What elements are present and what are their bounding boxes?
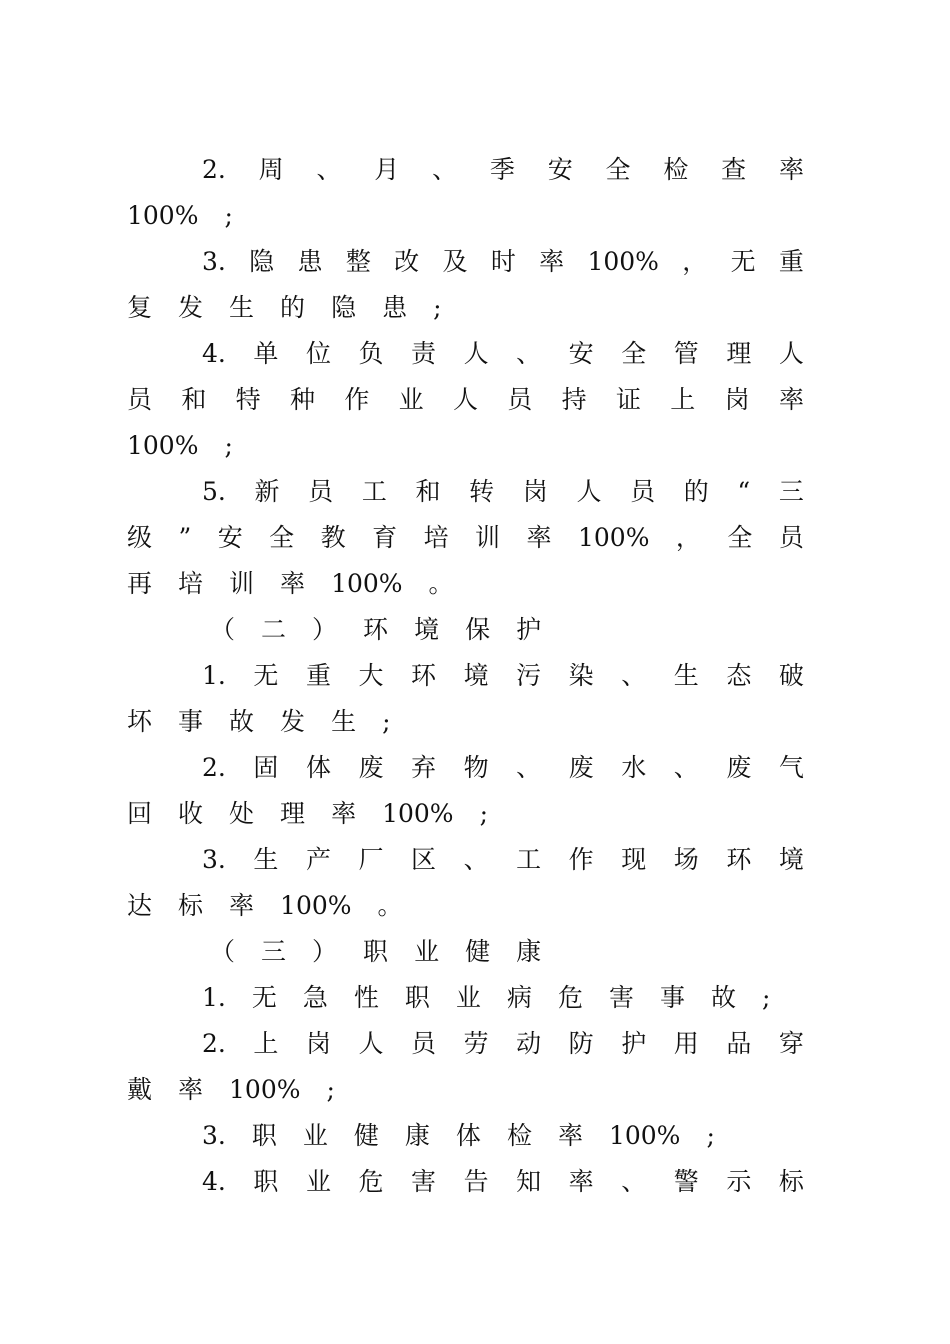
text-token: 急	[302, 983, 328, 1012]
text-token: ;	[382, 707, 391, 736]
text-token: 害	[608, 983, 634, 1012]
text-token: 单	[253, 339, 279, 368]
text-token: 病	[506, 983, 532, 1012]
text-token: 员	[507, 385, 533, 414]
text-token: 3.	[202, 247, 226, 276]
text-token: 率	[557, 1121, 583, 1150]
text-token: 生	[253, 845, 279, 874]
text-token: 100%	[280, 891, 352, 920]
text-token: 生	[331, 707, 357, 736]
text-token: 4.	[202, 1167, 226, 1196]
text-token: “	[737, 477, 751, 506]
text-line	[202, 978, 804, 1018]
text-token: 再	[127, 569, 153, 598]
text-token: 破	[778, 661, 804, 690]
text-token: 安	[217, 523, 243, 552]
text-token: 工	[361, 477, 387, 506]
text-token: 标	[178, 891, 204, 920]
text-token: 季	[489, 155, 515, 184]
text-line	[202, 1024, 804, 1064]
text-line	[202, 334, 804, 374]
text-line	[127, 380, 804, 420]
text-token: 业	[302, 1121, 328, 1150]
text-line	[210, 932, 541, 972]
text-token: 员	[308, 477, 334, 506]
text-token: ）	[312, 937, 338, 966]
text-token: 管	[673, 339, 699, 368]
text-token: 康	[516, 937, 542, 966]
text-token: 事	[659, 983, 685, 1012]
text-token: 岗	[305, 1029, 331, 1058]
text-token: 全	[621, 339, 647, 368]
text-token: 戴	[127, 1075, 153, 1104]
text-token: 区	[411, 845, 437, 874]
text-token: 上	[670, 385, 696, 414]
text-token: 周	[258, 155, 284, 184]
text-token: 无	[253, 661, 279, 690]
text-line	[202, 748, 804, 788]
text-token: 训	[475, 523, 501, 552]
text-token: 无	[251, 983, 277, 1012]
text-token: （	[210, 615, 236, 644]
text-token: 境	[778, 845, 804, 874]
text-token: 率	[331, 799, 357, 828]
text-token: 护	[621, 1029, 647, 1058]
text-token: 患	[382, 293, 408, 322]
text-token: 员	[630, 477, 656, 506]
text-token: 2.	[202, 155, 226, 184]
text-token: 大	[358, 661, 384, 690]
text-token: ，	[682, 247, 708, 276]
text-token: 整	[345, 247, 371, 276]
text-token: 业	[305, 1167, 331, 1196]
text-token: 业	[455, 983, 481, 1012]
text-token: 率	[229, 891, 255, 920]
text-line	[202, 242, 804, 282]
text-token: 种	[289, 385, 315, 414]
text-token: 全	[269, 523, 295, 552]
text-token: 固	[253, 753, 279, 782]
text-token: 标	[778, 1167, 804, 1196]
text-token: 患	[297, 247, 323, 276]
text-token: 100%	[127, 201, 199, 230]
text-token: 护	[516, 615, 542, 644]
text-token: 率	[778, 155, 804, 184]
text-token: 安	[547, 155, 573, 184]
text-token: ;	[326, 1075, 335, 1104]
text-token: 穿	[778, 1029, 804, 1058]
text-token: 安	[568, 339, 594, 368]
text-line	[127, 564, 804, 604]
text-token: 、	[516, 753, 542, 782]
text-token: 负	[358, 339, 384, 368]
text-line	[127, 426, 804, 466]
text-token: 2.	[202, 1029, 226, 1058]
text-line	[202, 840, 804, 880]
text-token: 境	[414, 615, 440, 644]
text-token: 品	[726, 1029, 752, 1058]
text-token: 人	[463, 339, 489, 368]
text-token: 100%	[577, 523, 650, 552]
text-token: 告	[463, 1167, 489, 1196]
text-token: 物	[463, 753, 489, 782]
text-token: 废	[726, 753, 752, 782]
text-line	[127, 794, 804, 834]
text-token: 故	[229, 707, 255, 736]
text-token: 率	[778, 385, 804, 414]
text-token: 3.	[202, 845, 226, 874]
text-token: 气	[778, 753, 804, 782]
text-token: 无	[730, 247, 756, 276]
text-token: 现	[621, 845, 647, 874]
text-token: ，	[675, 523, 701, 552]
text-token: 。	[428, 569, 454, 598]
text-token: 全	[727, 523, 753, 552]
text-token: 环	[363, 615, 389, 644]
text-token: 职	[404, 983, 430, 1012]
text-token: 性	[353, 983, 379, 1012]
text-token: 、	[621, 661, 647, 690]
text-line	[127, 196, 804, 236]
text-token: 率	[526, 523, 552, 552]
text-token: 水	[621, 753, 647, 782]
text-token: 故	[711, 983, 737, 1012]
text-token: 发	[280, 707, 306, 736]
text-line	[127, 702, 804, 742]
text-token: 健	[465, 937, 491, 966]
text-token: 二	[261, 615, 287, 644]
text-token: 作	[568, 845, 594, 874]
text-token: 作	[344, 385, 370, 414]
text-token: 改	[394, 247, 420, 276]
text-token: 转	[469, 477, 495, 506]
text-token: 检	[506, 1121, 532, 1150]
text-token: ）	[312, 615, 338, 644]
text-token: 处	[229, 799, 255, 828]
text-token: 员	[411, 1029, 437, 1058]
text-token: 体	[305, 753, 331, 782]
text-token: 产	[305, 845, 331, 874]
text-token: 健	[353, 1121, 379, 1150]
text-token: 境	[463, 661, 489, 690]
text-token: 防	[568, 1029, 594, 1058]
text-token: 人	[358, 1029, 384, 1058]
text-token: 全	[605, 155, 631, 184]
text-token: 、	[316, 155, 342, 184]
text-token: 培	[178, 569, 204, 598]
text-token: 场	[673, 845, 699, 874]
text-token: 废	[358, 753, 384, 782]
text-token: ”	[178, 523, 192, 552]
text-token: 检	[663, 155, 689, 184]
text-token: 体	[455, 1121, 481, 1150]
text-token: 职	[253, 1167, 279, 1196]
text-token: 。	[377, 891, 403, 920]
text-token: 和	[181, 385, 207, 414]
text-token: 、	[516, 339, 542, 368]
text-token: 厂	[358, 845, 384, 874]
text-token: ;	[433, 293, 442, 322]
text-token: 重	[305, 661, 331, 690]
text-token: 培	[423, 523, 449, 552]
text-token: 员	[778, 523, 804, 552]
text-token: 100%	[229, 1075, 301, 1104]
text-token: 教	[320, 523, 346, 552]
text-token: 率	[539, 247, 565, 276]
text-token: ;	[706, 1121, 715, 1150]
text-token: 复	[127, 293, 153, 322]
text-line	[202, 1162, 804, 1202]
text-token: 危	[557, 983, 583, 1012]
text-token: 环	[726, 845, 752, 874]
text-token: 职	[251, 1121, 277, 1150]
text-token: 100%	[382, 799, 454, 828]
text-token: 达	[127, 891, 153, 920]
text-token: 生	[673, 661, 699, 690]
text-token: ;	[762, 983, 771, 1012]
text-token: 证	[615, 385, 641, 414]
text-token: 隐	[331, 293, 357, 322]
text-line	[127, 518, 804, 558]
text-token: 、	[432, 155, 458, 184]
text-line	[127, 1070, 804, 1110]
text-token: 废	[568, 753, 594, 782]
text-token: 业	[414, 937, 440, 966]
text-token: 害	[411, 1167, 437, 1196]
text-token: 坏	[127, 707, 153, 736]
text-line	[202, 1116, 804, 1156]
text-line	[202, 656, 804, 696]
text-token: 、	[621, 1167, 647, 1196]
text-token: 人	[452, 385, 478, 414]
text-token: 责	[411, 339, 437, 368]
text-token: 100%	[127, 431, 199, 460]
text-token: 和	[415, 477, 441, 506]
text-token: 5.	[202, 477, 226, 506]
text-token: 警	[673, 1167, 699, 1196]
text-token: 岗	[522, 477, 548, 506]
text-token: 的	[683, 477, 709, 506]
text-token: 理	[280, 799, 306, 828]
text-line	[202, 150, 804, 190]
text-token: 人	[778, 339, 804, 368]
text-token: 4.	[202, 339, 226, 368]
text-token: 用	[673, 1029, 699, 1058]
text-token: 月	[374, 155, 400, 184]
text-token: 污	[516, 661, 542, 690]
text-token: 业	[398, 385, 424, 414]
text-token: 三	[261, 937, 287, 966]
text-token: 3.	[202, 1121, 226, 1150]
text-token: ;	[479, 799, 488, 828]
text-token: 保	[465, 615, 491, 644]
text-token: 100%	[331, 569, 403, 598]
text-token: 染	[568, 661, 594, 690]
text-line	[210, 610, 541, 650]
text-token: 育	[372, 523, 398, 552]
text-token: 事	[178, 707, 204, 736]
text-token: 环	[411, 661, 437, 690]
text-line	[127, 288, 804, 328]
text-token: 2.	[202, 753, 226, 782]
text-token: 1.	[202, 661, 226, 690]
text-token: 态	[726, 661, 752, 690]
text-token: 三	[778, 477, 804, 506]
text-token: 1.	[202, 983, 226, 1012]
text-token: 弃	[411, 753, 437, 782]
text-token: 率	[568, 1167, 594, 1196]
text-token: 率	[178, 1075, 204, 1104]
text-token: 人	[576, 477, 602, 506]
text-token: 新	[254, 477, 280, 506]
text-token: 查	[721, 155, 747, 184]
text-token: 的	[280, 293, 306, 322]
text-token: 生	[229, 293, 255, 322]
text-token: 训	[229, 569, 255, 598]
text-token: 上	[253, 1029, 279, 1058]
text-token: 重	[778, 247, 804, 276]
text-token: 危	[358, 1167, 384, 1196]
text-token: ;	[224, 201, 233, 230]
text-token: 级	[127, 523, 153, 552]
text-token: 员	[127, 385, 153, 414]
text-token: ;	[224, 431, 233, 460]
text-token: 岗	[724, 385, 750, 414]
text-token: 100%	[587, 247, 659, 276]
text-line	[127, 886, 804, 926]
text-line	[202, 472, 804, 512]
text-token: 职	[363, 937, 389, 966]
text-token: 时	[490, 247, 516, 276]
text-token: 100%	[608, 1121, 681, 1150]
text-token: 特	[235, 385, 261, 414]
text-token: 劳	[463, 1029, 489, 1058]
text-token: 回	[127, 799, 153, 828]
text-token: 动	[516, 1029, 542, 1058]
text-token: 、	[463, 845, 489, 874]
text-token: 位	[305, 339, 331, 368]
text-token: 发	[178, 293, 204, 322]
text-token: 理	[726, 339, 752, 368]
text-token: 率	[280, 569, 306, 598]
text-token: 持	[561, 385, 587, 414]
text-token: 收	[178, 799, 204, 828]
text-token: 知	[516, 1167, 542, 1196]
text-token: 工	[516, 845, 542, 874]
text-token: 示	[726, 1167, 752, 1196]
text-token: （	[210, 937, 236, 966]
text-token: 及	[442, 247, 468, 276]
text-token: 隐	[249, 247, 275, 276]
text-token: 、	[673, 753, 699, 782]
text-token: 康	[404, 1121, 430, 1150]
